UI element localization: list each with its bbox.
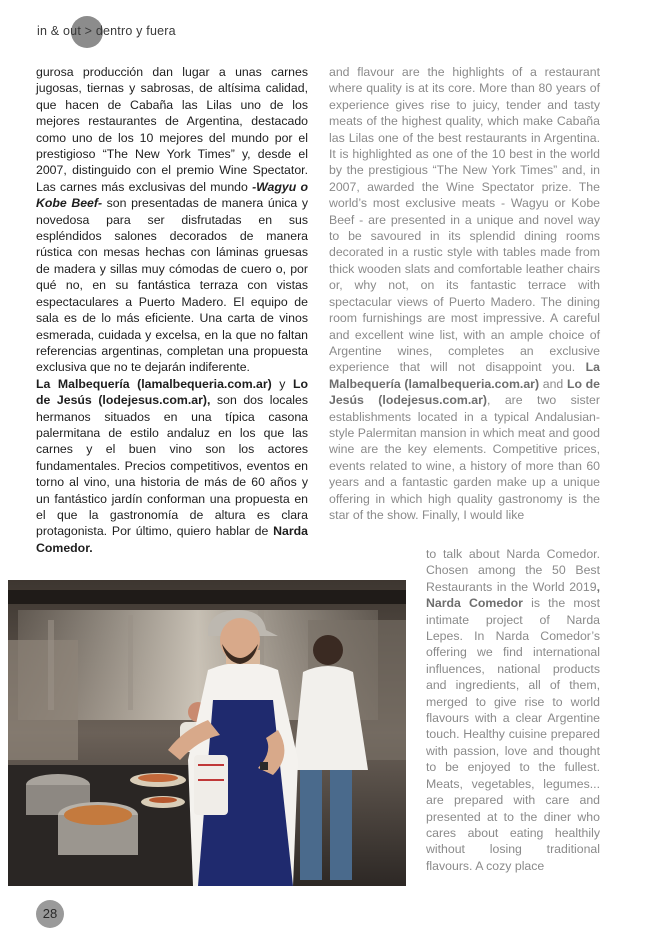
- kitchen-photo: [8, 580, 406, 886]
- lodejesus-name-en: Lo de Jesús (lodejesus.com.ar): [329, 376, 600, 408]
- english-paragraph-continued: [426, 546, 600, 874]
- english-text-2: , are two sister establishments located in a typical Andalusian-style Palermitan mansion in which meat and good wine are the key elements. Competitive prices, events related to wine, a history of more than 60 years and a fantastic garden make up a unique offering in which high quality gastronomy is the star of the show. Finally, I would like: [329, 393, 600, 522]
- english-text-3: to talk about Narda Comedor. Chosen among the 50 Best Restaurants in the World 2019: [426, 547, 600, 594]
- spanish-text-1: gurosa producción dan lugar a unas carnes jugosas, tiernas y sabrosas, de altísima calidad, que hacen de Cabaña las Lilas uno de los mejores restaurantes de Argentina, destacado como uno de los 10 mejores del mundo por el prestigioso “The New York Times” y, desde el 2007, distinguido con el premio Wine Spectator. Las carnes más exclusivas del mundo: [36, 65, 308, 194]
- malbequeria-name: La Malbequería (lamalbequeria.com.ar): [36, 376, 272, 391]
- narda-name: Narda Comedor.: [36, 524, 308, 555]
- wagyu-emphasis: -Wagyu o Kobe Beef-: [36, 179, 308, 211]
- english-paragraph: [329, 64, 600, 523]
- spanish-paragraph: [36, 64, 308, 376]
- spanish-column: [36, 64, 308, 556]
- english-column: [329, 64, 600, 523]
- english-column-continued: [426, 546, 600, 874]
- english-text-4: is the most intimate project of Narda Lepes. In Narda Comedor’s offering we find international influences, national products and ingredients, all of them, merged to give rise to world flavours with a clear Argentine touch. Healthy cuisine prepared with passion, love and thought to be enjoyed to the fullest. Meats, vegetables, legumes... are prepared with care and presented at to the diner who cares about eating healthily without losing traditional flavours. A cozy place: [426, 596, 600, 873]
- section-header: in & out > dentro y fuera: [37, 24, 176, 38]
- lodejesus-name: Lo de Jesús (lodejesus.com.ar),: [36, 376, 308, 408]
- malbequeria-name-en: La Malbequería (lamalbequeria.com.ar): [329, 360, 600, 391]
- english-text-1: and flavour are the highlights of a restaurant where quality is at its core. More than 80 years of experience gives rise to juicy, tender and tasty meats of the highest quality, which make Cabaña las Lilas one of the best restaurants in Argentina. It is highlighted as one of the 10 best in the world by the prestigious “The New York Times” and, in 2007, awarded the Wine Spectator prize. The world’s most exclusive meats - Wagyu or Kobe Beef - are presented in a unique and novel way to be savoured in its splendid dining rooms decorated in a rustic style with tables made from thick wooden slats and comfortable leather chairs or, why not, on its fantastic terrace with spectacular views of Puerto Madero. The dining room furnishings are most impressive. A careful and excellent wine list, with an ample choice of Argentine wines, completes an exclusive experience that will not disappoint you.: [329, 65, 600, 375]
- kitchen-illustration: [8, 580, 406, 886]
- narda-name-en: , Narda Comedor: [426, 579, 600, 611]
- spanish-paragraph-2: [36, 376, 308, 556]
- page-number: 28: [42, 906, 58, 921]
- connector-y: y: [271, 376, 293, 391]
- spanish-text-3: son dos locales hermanos situados en una típica casona palermitana de estilo andaluz en los que las carnes y el buen vino son los actores fundamentales. Precios competitivos, eventos en torno al vino, una historia de más de 60 años y un fantástico jardín conforman una propuesta en el que la gastronomía de altura es clara protagonista. Por último, quiero hablar de: [36, 393, 308, 539]
- connector-and: and: [539, 376, 567, 391]
- spanish-text-2: son presentadas de manera única y novedosa para ser disfrutadas en sus espléndidos salones decorados de manera rústica con mesas hechas con láminas gruesas de madera y sillas muy cómodas de cuero o, por qué no, en su fantástica terraza con vistas espectaculares a Puerto Madero. El equipo de sala es de lo más eficiente. Una carta de vinos esmerada, cuidada y excelsa, en la que no faltan referencias argentinas, completan una propuesta exclusiva que no te dejarán indiferente.: [36, 196, 308, 375]
